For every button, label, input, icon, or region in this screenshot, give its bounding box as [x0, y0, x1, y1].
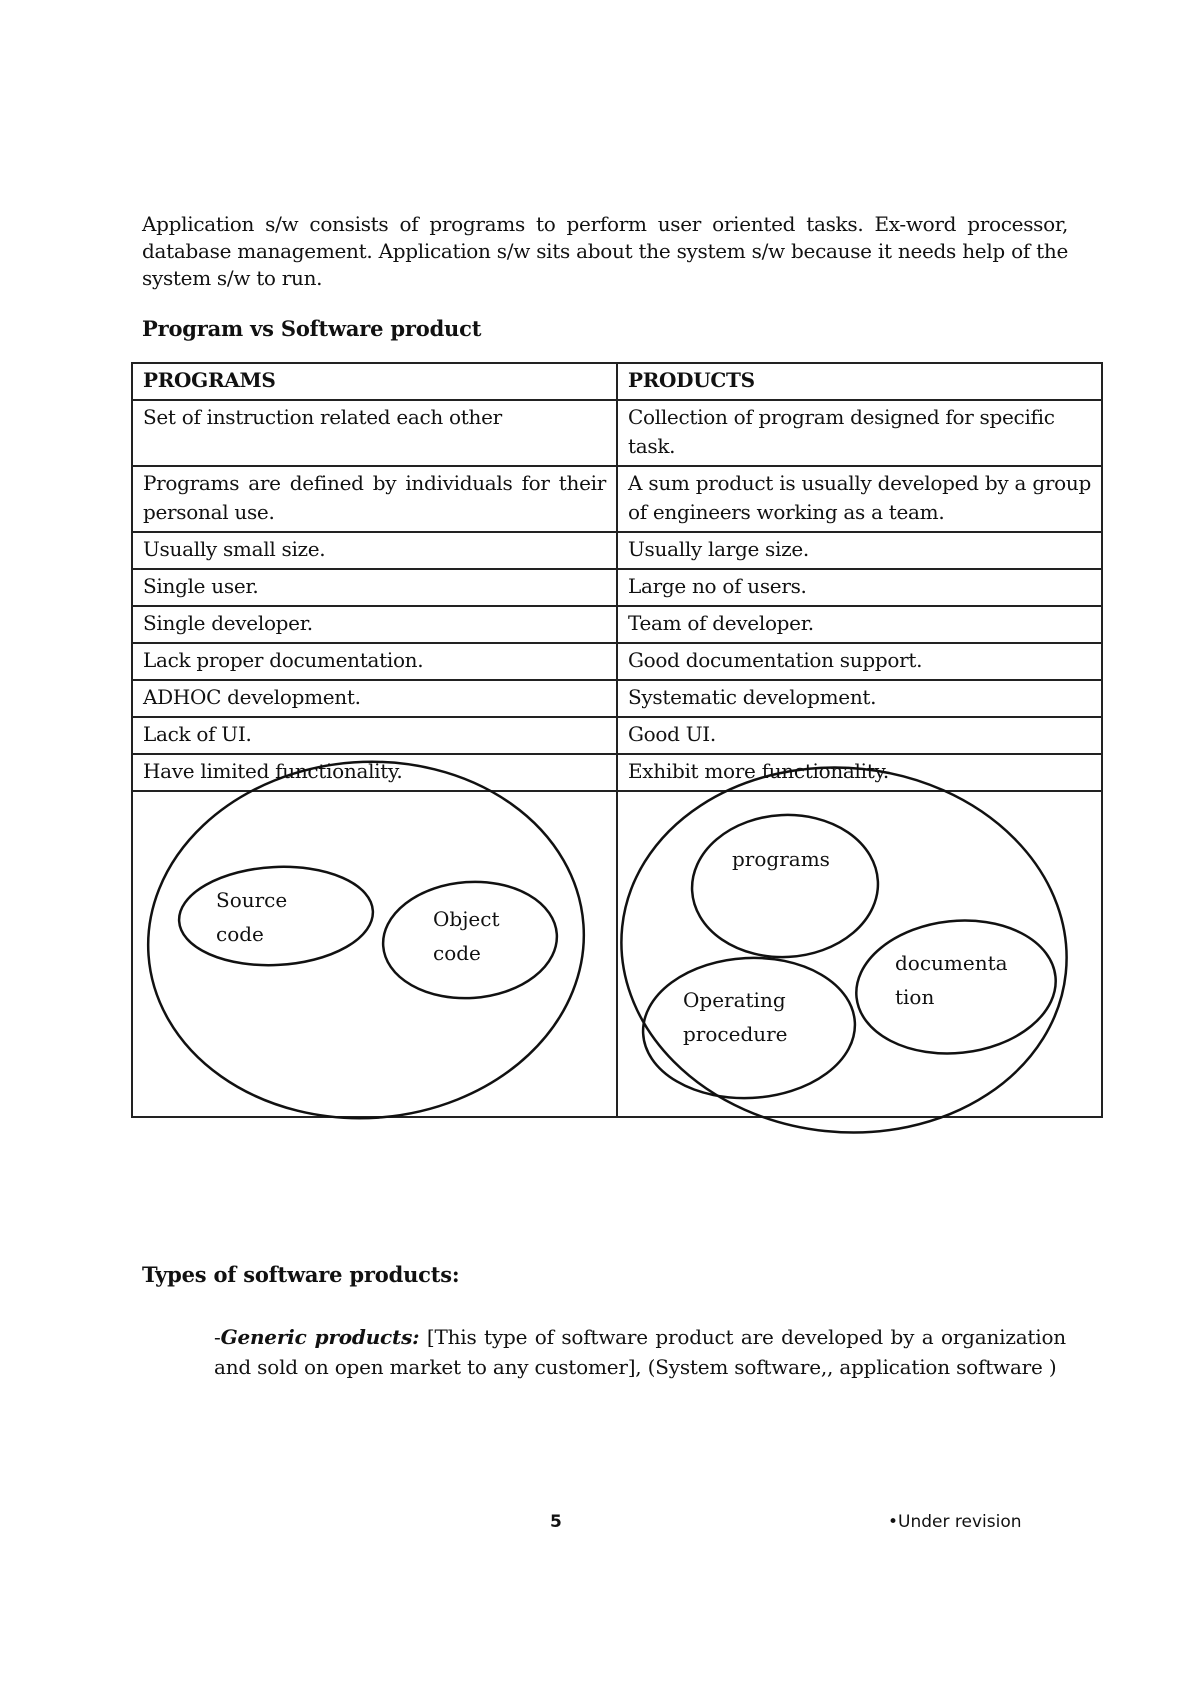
product-cell: Collection of program designed for specific task. [617, 400, 1102, 466]
table-row [132, 569, 1102, 606]
diagram-row [132, 791, 1102, 1117]
column-header-programs: PROGRAMS [132, 363, 617, 400]
program-cell: Lack proper documentation. [132, 643, 617, 680]
object-code-label-line2: code [433, 941, 481, 965]
table-row [132, 717, 1102, 754]
table-row [132, 400, 1102, 466]
program-cell: Programs are defined by individuals for their personal use. [132, 466, 617, 532]
page-number: 5 [550, 1512, 562, 1532]
documentation-label-line2: tion [895, 985, 935, 1009]
source-code-label-line1: Source [216, 888, 288, 912]
product-cell: Usually large size. [617, 532, 1102, 569]
intro-paragraph: Application s/w consists of programs to perform user oriented tasks. Ex-word processor, database management. Application s/w sits about the system s/w because it needs help of the system s/w to run. [142, 212, 1068, 290]
table-row [132, 466, 1102, 532]
table-row [132, 643, 1102, 680]
types-heading: Types of software products: [142, 1262, 460, 1287]
table-row [132, 754, 1102, 791]
product-cell: Team of developer. [617, 606, 1102, 643]
generic-products-label: Generic products: [220, 1325, 420, 1349]
operating-procedure-label-line1: Operating [683, 988, 786, 1012]
generic-products-text: [This type of software product are developed by a organization and sold on open market to any customer], (System software,, application software ) [214, 1325, 1066, 1379]
product-cell: A sum product is usually developed by a group of engineers working as a team. [617, 466, 1102, 532]
product-diagram-cell [617, 791, 1102, 1117]
program-cell: Single user. [132, 569, 617, 606]
product-cell: Systematic development. [617, 680, 1102, 717]
object-code-label-line1: Object [433, 907, 500, 931]
program-cell: Single developer. [132, 606, 617, 643]
table-header-row [132, 363, 1102, 400]
product-cell: Large no of users. [617, 569, 1102, 606]
documentation-label-line1: documenta [895, 951, 1008, 975]
column-header-products: PRODUCTS [617, 363, 1102, 400]
operating-procedure-label-line2: procedure [683, 1022, 788, 1046]
table-row [132, 606, 1102, 643]
generic-products-paragraph [214, 1322, 1066, 1382]
program-cell: Set of instruction related each other [132, 400, 617, 466]
product-cell: Good UI. [617, 717, 1102, 754]
program-cell: Usually small size. [132, 532, 617, 569]
table-row [132, 532, 1102, 569]
program-cell: Lack of UI. [132, 717, 617, 754]
programs-label: programs [732, 847, 830, 871]
table-row [132, 680, 1102, 717]
program-cell: Have limited functionality. [132, 754, 617, 791]
program-cell: ADHOC development. [132, 680, 617, 717]
section-heading: Program vs Software product [142, 316, 482, 341]
program-diagram-cell [132, 791, 617, 1117]
generic-prefix: - [214, 1325, 221, 1349]
product-cell: Good documentation support. [617, 643, 1102, 680]
comparison-table [131, 362, 1103, 1118]
revision-note: •Under revision [888, 1512, 1022, 1532]
source-code-label-line2: code [216, 922, 264, 946]
product-cell: Exhibit more functionality. [617, 754, 1102, 791]
